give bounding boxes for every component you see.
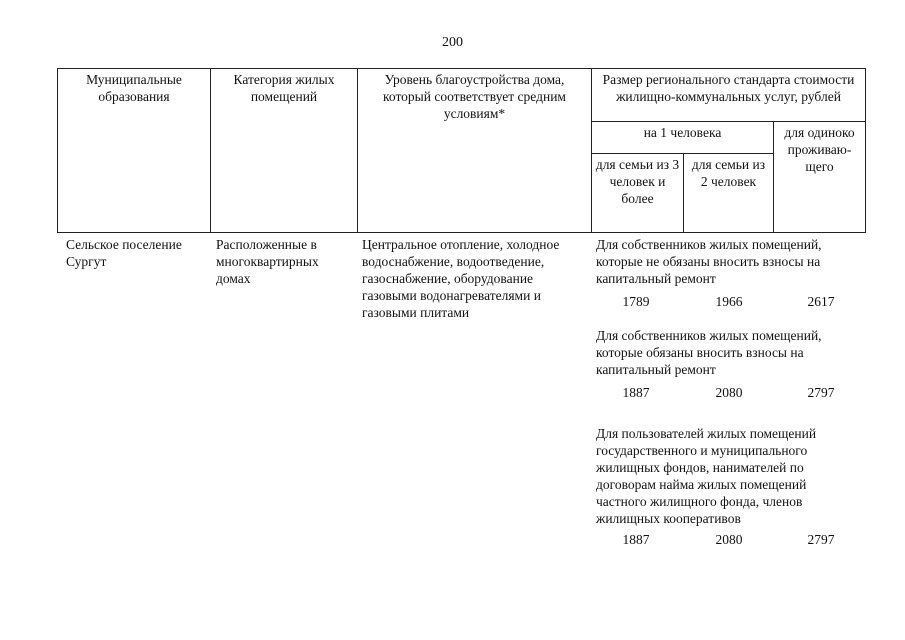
- header-municipality: Муниципальные образования: [58, 69, 211, 233]
- header-family-3plus: для семьи из 3 человек и более: [592, 154, 684, 233]
- value-single: 2797: [807, 532, 835, 547]
- header-amenity-level: Уровень благоустройства дома, который соответствует средним условиям*: [358, 69, 592, 233]
- value-family-2: 2080: [715, 385, 743, 400]
- page-number: 200: [442, 35, 463, 50]
- tariff-group-description: Для пользователей жилых помещений государственного и муниципального жилищных фондов, нанимателей по договорам найма жилых помещений частного жилищного фонда, членов жилищных кооперативов: [596, 426, 817, 526]
- table-header: [57, 68, 866, 233]
- header-family-2: для семьи из 2 человек: [684, 154, 774, 233]
- tariff-group-no-capital-repair: [596, 236, 871, 311]
- row-category: Расположенные в многоквартирных домах: [216, 237, 319, 286]
- value-single: 2617: [807, 294, 835, 309]
- value-family-2: 1966: [715, 294, 743, 309]
- value-family-3plus: 1887: [622, 532, 650, 547]
- value-family-3plus: 1887: [622, 385, 650, 400]
- value-single: 2797: [807, 385, 835, 400]
- tariff-group-capital-repair: [596, 327, 871, 402]
- header-category: Категория жилых помещений: [211, 69, 358, 233]
- value-family-2: 2080: [715, 532, 743, 547]
- row-amenity-level: Центральное отопление, холодное водоснабжение, водоотведение, газоснабжение, оборудование газовыми водонагревателями и газовыми плитами: [362, 237, 560, 320]
- tariff-group-description: Для собственников жилых помещений, которые обязаны вносить взносы на капитальный ремонт: [596, 328, 822, 377]
- row-municipality: Сельское поселение Сургут: [66, 237, 182, 269]
- header-single-resident: для одиноко проживаю-щего: [774, 122, 866, 233]
- header-per-person: на 1 человека: [592, 122, 774, 154]
- header-standard-size: Размер регионального стандарта стоимости жилищно-коммунальных услуг, рублей: [592, 69, 866, 122]
- value-family-3plus: 1789: [622, 294, 650, 309]
- tariff-group-description: Для собственников жилых помещений, которые не обязаны вносить взносы на капитальный ремонт: [596, 237, 822, 286]
- tariff-group-tenants: [596, 425, 871, 549]
